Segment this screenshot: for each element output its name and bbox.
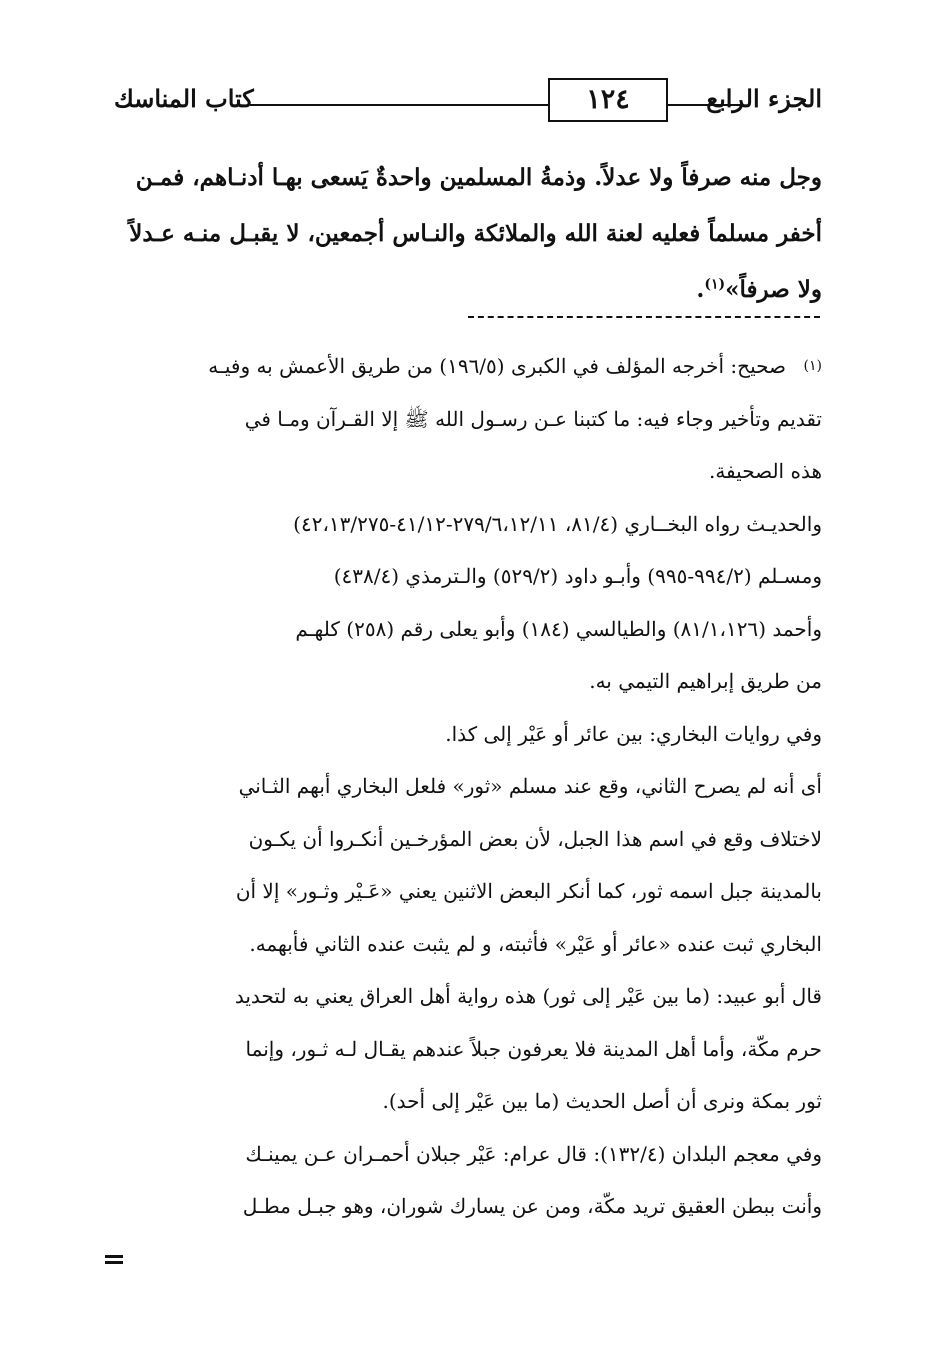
footnote-separator bbox=[468, 316, 820, 318]
footnote-line bbox=[108, 340, 822, 393]
footnote-line: وأحمد (٨١/١،١٢٦) والطيالسي (١٨٤) وأبو يعلى رقم (٢٥٨) كلهـم bbox=[295, 616, 822, 641]
footnotes bbox=[108, 340, 822, 1233]
footnote-line: البخاري ثبت عنده «عائر أو عَيْر» فأثبته، و لم يثبت عنده الثاني فأبهمه. bbox=[249, 931, 822, 956]
main-line-end: . bbox=[696, 276, 705, 303]
book-title: كتاب المناسك bbox=[114, 84, 254, 113]
footnote-line: من طريق إبراهيم التيمي به. bbox=[589, 669, 822, 693]
footnote-line: والحديـث رواه البخــاري (٨١/٤، ٢٧٩/٦،١٢/١١-٤١/١٢-٤٢،١٣/٢٧٥) bbox=[293, 511, 822, 536]
footnote-line: لاختلاف وقع في اسم هذا الجبل، لأن بعض المؤرخـين أنكـروا أن يكـون bbox=[248, 826, 822, 851]
main-line-text: ولا صرفاً» bbox=[725, 276, 822, 303]
footnote-line: ثور بمكة ونرى أن أصل الحديث (ما بين عَيْر إلى أحد). bbox=[382, 1089, 822, 1113]
page-number: ١٢٤ bbox=[548, 78, 668, 122]
footnote-line: قال أبو عبيد: (ما بين عَيْر إلى ثور) هذه رواية أهل العراق يعني به لتحديد bbox=[234, 984, 822, 1008]
footnote-line-text: صحيح: أخرجه المؤلف في الكبرى (١٩٦/٥) من طريق الأعمش به وفيـه bbox=[208, 354, 786, 378]
footnote-line: وأنت ببطن العقيق تريد مكّة، ومن عن يسارك شوران، وهو جبـل مطـل bbox=[242, 1194, 822, 1218]
part-label: الجزء الرابع bbox=[706, 84, 822, 113]
main-text bbox=[108, 150, 822, 318]
main-line: وجل منه صرفاً ولا عدلاً. وذمةُ المسلمين واحدةٌ يَسعى بهـا أدنـاهم، فمـن bbox=[135, 164, 822, 191]
footnote-line: هذه الصحيفة. bbox=[708, 459, 822, 483]
continuation-mark bbox=[105, 1255, 123, 1267]
footnote-line: بالمدينة جبل اسمه ثور، كما أنكر البعض الاثنين يعني «عَـيْر وثـور» إلا أن bbox=[235, 879, 822, 903]
main-line: أخفر مسلماً فعليه لعنة الله والملائكة والنـاس أجمعين، لا يقبـل منـه عـدلاً bbox=[129, 220, 822, 247]
main-line-last bbox=[108, 262, 822, 318]
footnote-reference[interactable]: (١) bbox=[704, 276, 726, 293]
header-rule-left bbox=[250, 104, 548, 106]
footnote-line: وفي معجم البلدان (١٣٢/٤): قال عرام: عَيْر جبلان أحمـران عـن يمينـك bbox=[245, 1141, 822, 1166]
footnote-line: تقديم وتأخير وجاء فيه: ما كتبنا عـن رسـول الله ﷺ إلا القـرآن ومـا في bbox=[244, 406, 822, 431]
footnote-line: وفي روايات البخاري: بين عائر أو عَيْر إلى كذا. bbox=[445, 721, 822, 746]
footnote-line: أى أنه لم يصرح الثاني، وقع عند مسلم «ثور» فلعل البخاري أبهم الثـاني bbox=[238, 774, 822, 798]
footnote-line: حرم مكّة، وأما أهل المدينة فلا يعرفون جبلاً عندهم يقـال لـه ثـور، وإنما bbox=[245, 1036, 822, 1061]
footnote-line: ومسـلم (٩٩٤/٢-٩٩٥) وأبـو داود (٥٢٩/٢) والـترمذي (٤٣٨/٤) bbox=[333, 564, 822, 588]
footnote-marker: (١) bbox=[803, 358, 822, 374]
running-header bbox=[110, 78, 822, 128]
